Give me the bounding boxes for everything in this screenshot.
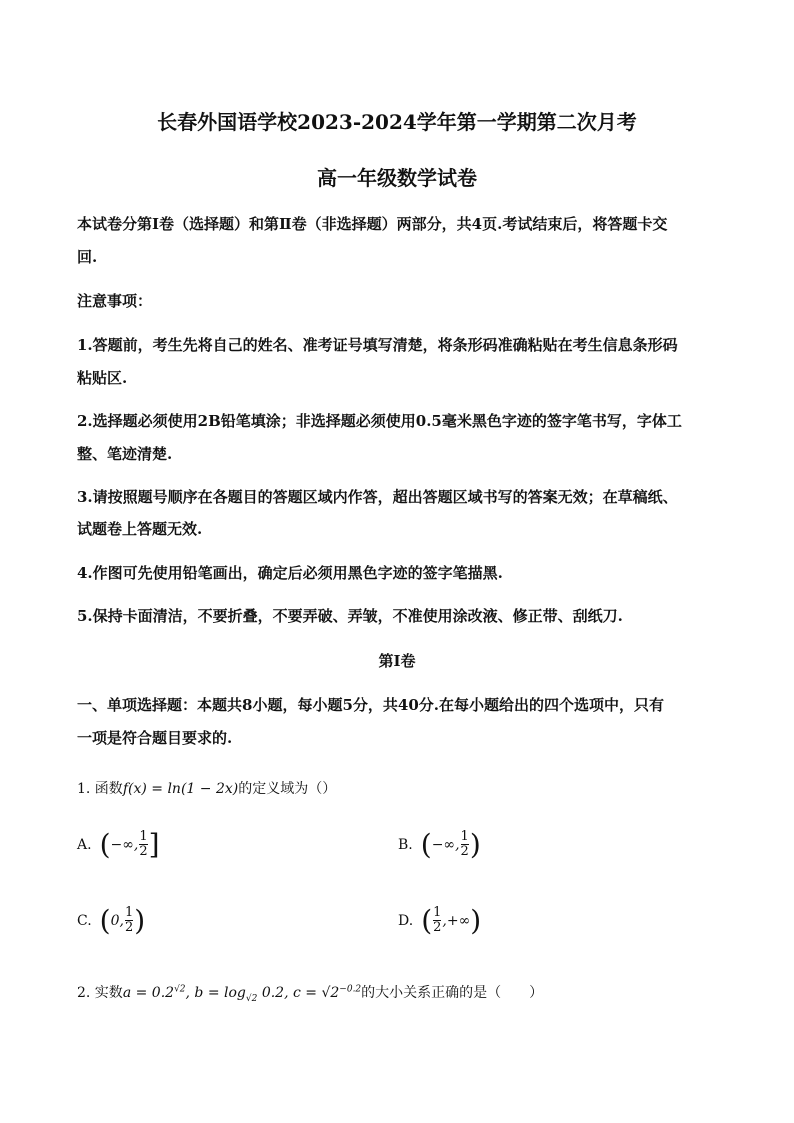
note-3-line-1: 3.请按照题号顺序在各题目的答题区域内作答，超出答题区域书写的答案无效；在草稿纸、: [77, 488, 678, 506]
question-2: [77, 982, 719, 1004]
option-d-right: ,+∞: [442, 912, 471, 929]
question-2-formula-a: a = 0.2: [122, 985, 175, 1001]
open-paren-icon: (: [420, 828, 432, 861]
option-b-label: B.: [398, 836, 413, 853]
question-2-formula-b2: 0.2, c = √2: [257, 985, 340, 1001]
question-2-formula-c-exp: −0.2: [339, 984, 362, 995]
option-b-left: −∞,: [431, 836, 460, 853]
close-bracket-icon: ]: [148, 828, 160, 861]
note-2-line-1: 2.选择题必须使用2B铅笔填涂；非选择题必须使用0.5毫米黑色字迹的签字笔书写，字体工: [77, 412, 682, 430]
question-2-formula-b: , b = log: [185, 985, 246, 1001]
note-2-line-2: 整、笔迹清楚.: [77, 445, 173, 463]
open-paren-icon: (: [99, 828, 111, 861]
exam-title: 长春外国语学校2023-2024学年第一学期第二次月考: [157, 110, 637, 134]
close-paren-icon: ): [470, 904, 482, 937]
option-b[interactable]: [398, 828, 481, 861]
option-c-label: C.: [77, 912, 92, 929]
option-a-left: −∞,: [110, 836, 139, 853]
intro-line-2: 回.: [77, 248, 98, 266]
option-c-left: 0,: [110, 912, 124, 929]
volume-heading: 第Ⅰ卷: [378, 652, 416, 670]
question-1: [77, 778, 719, 798]
note-5: 5.保持卡面清洁，不要折叠，不要弄破、弄皱，不准使用涂改液、修正带、刮纸刀.: [77, 607, 623, 625]
note-3-line-2: 试题卷上答题无效.: [77, 520, 203, 538]
option-a-label: A.: [77, 836, 92, 853]
option-a[interactable]: [77, 828, 160, 861]
option-c-fraction: $\frac{1}{2}$: [124, 904, 134, 935]
note-1-line-2: 粘贴区.: [77, 369, 128, 387]
option-d-fraction: $\frac{1}{2}$: [433, 904, 442, 935]
question-2-formula-b-sub: √2: [245, 993, 258, 1004]
close-paren-icon: ): [134, 904, 146, 937]
open-paren-icon: (: [99, 904, 111, 937]
part-heading-line-2: 一项是符合题目要求的.: [77, 729, 233, 747]
open-paren-icon: (: [421, 904, 433, 937]
option-a-fraction: $\frac{1}{2}$: [139, 828, 148, 859]
question-2-prefix: 2. 实数: [77, 985, 123, 1001]
option-b-fraction: $\frac{1}{2}$: [460, 828, 469, 859]
notes-heading: 注意事项：: [77, 292, 153, 310]
note-4: 4.作图可先使用铅笔画出，确定后必须用黑色字迹的签字笔描黑.: [77, 564, 503, 582]
option-c[interactable]: [77, 904, 145, 937]
question-2-formula-a-exp: √2: [174, 984, 186, 995]
question-1-suffix: 的定义域为（）: [238, 781, 337, 797]
close-paren-icon: ): [469, 828, 481, 861]
option-d-label: D.: [398, 912, 414, 929]
question-1-formula: f(x) = ln(1 − 2x): [122, 781, 239, 797]
part-heading-line-1: 一、单项选择题：本题共8小题，每小题5分，共40分.在每小题给出的四个选项中，只有: [77, 696, 664, 714]
note-1-line-1: 1.答题前，考生先将自己的姓名、准考证号填写清楚，将条形码准确粘贴在考生信息条形码: [77, 336, 678, 354]
exam-subtitle: 高一年级数学试卷: [317, 166, 477, 190]
intro-line-1: 本试卷分第Ⅰ卷（选择题）和第Ⅱ卷（非选择题）两部分，共4页.考试结束后，将答题卡交: [77, 215, 668, 233]
question-2-suffix: 的大小关系正确的是（ ）: [361, 985, 544, 1001]
option-d[interactable]: [398, 904, 481, 937]
question-1-prefix: 1. 函数: [77, 781, 123, 797]
